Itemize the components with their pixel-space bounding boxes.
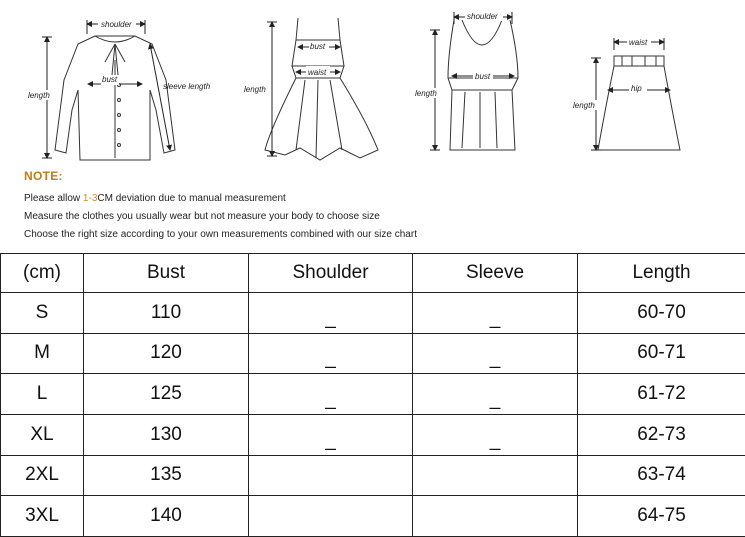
shoulder-value: _ [325,389,336,411]
shoulder-value: _ [325,348,336,370]
size-chart-table [0,253,745,537]
measurement-guide [0,0,745,254]
header-shoulder: Shoulder [249,254,413,293]
shoulder-cell [249,414,413,455]
size-cell: M [1,333,84,374]
sleeve-value: _ [489,348,501,370]
table-row [1,293,745,334]
table-row [1,496,745,537]
table-row [1,455,745,496]
sleeve-cell [413,374,578,415]
tank-bust-label: bust [475,72,491,81]
cami-length-label: length [244,85,266,94]
sleeve-value: _ [489,389,501,411]
note-line-3: Choose the right size according to your own measurements combined with our size chart [24,229,417,240]
shoulder-cell [249,293,413,334]
skirt-hip-label: hip [631,84,642,93]
bust-cell: 140 [84,496,249,537]
cami-bust-label: bust [310,42,326,51]
note-title: NOTE: [24,169,63,183]
tank-shoulder-label: shoulder [467,12,498,21]
shirt-shoulder-label: shoulder [101,20,132,29]
note-line-1-pre: Please allow [24,193,83,204]
length-cell: 63-74 [578,455,745,496]
shoulder-value: _ [325,429,336,451]
tank-length-label: length [415,89,437,98]
size-cell: 2XL [1,455,84,496]
note-line-1-highlight: 1-3 [82,193,98,204]
shirt-sketch [55,36,175,160]
note-line-1-post: CM deviation due to manual measurement [97,193,286,204]
shoulder-cell [249,496,413,537]
length-cell: 64-75 [578,496,745,537]
table-row [1,414,745,455]
bust-cell: 130 [84,414,249,455]
sleeve-cell [413,293,578,334]
sleeve-cell [413,333,578,374]
shirt-length-label: length [28,91,50,100]
bust-cell: 135 [84,455,249,496]
shoulder-value: _ [325,307,336,329]
note-line-2: Measure the clothes you usually wear but not measure your body to choose size [24,211,380,222]
sleeve-value: _ [489,307,501,329]
size-cell: XL [1,414,84,455]
shoulder-cell [249,333,413,374]
table-header-row [1,254,745,293]
shirt-sleeve-length-label: sleeve length [163,82,211,91]
shoulder-cell [249,455,413,496]
bust-cell: 125 [84,374,249,415]
skirt-waist-label: waist [629,38,648,47]
length-cell: 60-71 [578,333,745,374]
tank-top-sketch [448,20,518,150]
shoulder-cell [249,374,413,415]
shirt-bust-label: bust [102,75,118,84]
header-bust: Bust [84,254,249,293]
skirt-sketch [598,56,680,150]
bust-cell: 120 [84,333,249,374]
sleeve-cell [413,455,578,496]
header-length: Length [578,254,745,293]
length-cell: 60-70 [578,293,745,334]
cami-dress-sketch [265,18,378,160]
size-cell: 3XL [1,496,84,537]
table-row [1,374,745,415]
header-unit: (cm) [1,254,84,293]
size-cell: L [1,374,84,415]
cami-waist-label: waist [308,68,327,77]
sleeve-value: _ [489,429,501,451]
sleeve-cell [413,414,578,455]
length-cell: 61-72 [578,374,745,415]
size-cell: S [1,293,84,334]
skirt-length-label: length [573,101,595,110]
note-line-1 [24,193,286,204]
bust-cell: 110 [84,293,249,334]
sleeve-cell [413,496,578,537]
header-sleeve: Sleeve [413,254,578,293]
length-cell: 62-73 [578,414,745,455]
table-row [1,333,745,374]
